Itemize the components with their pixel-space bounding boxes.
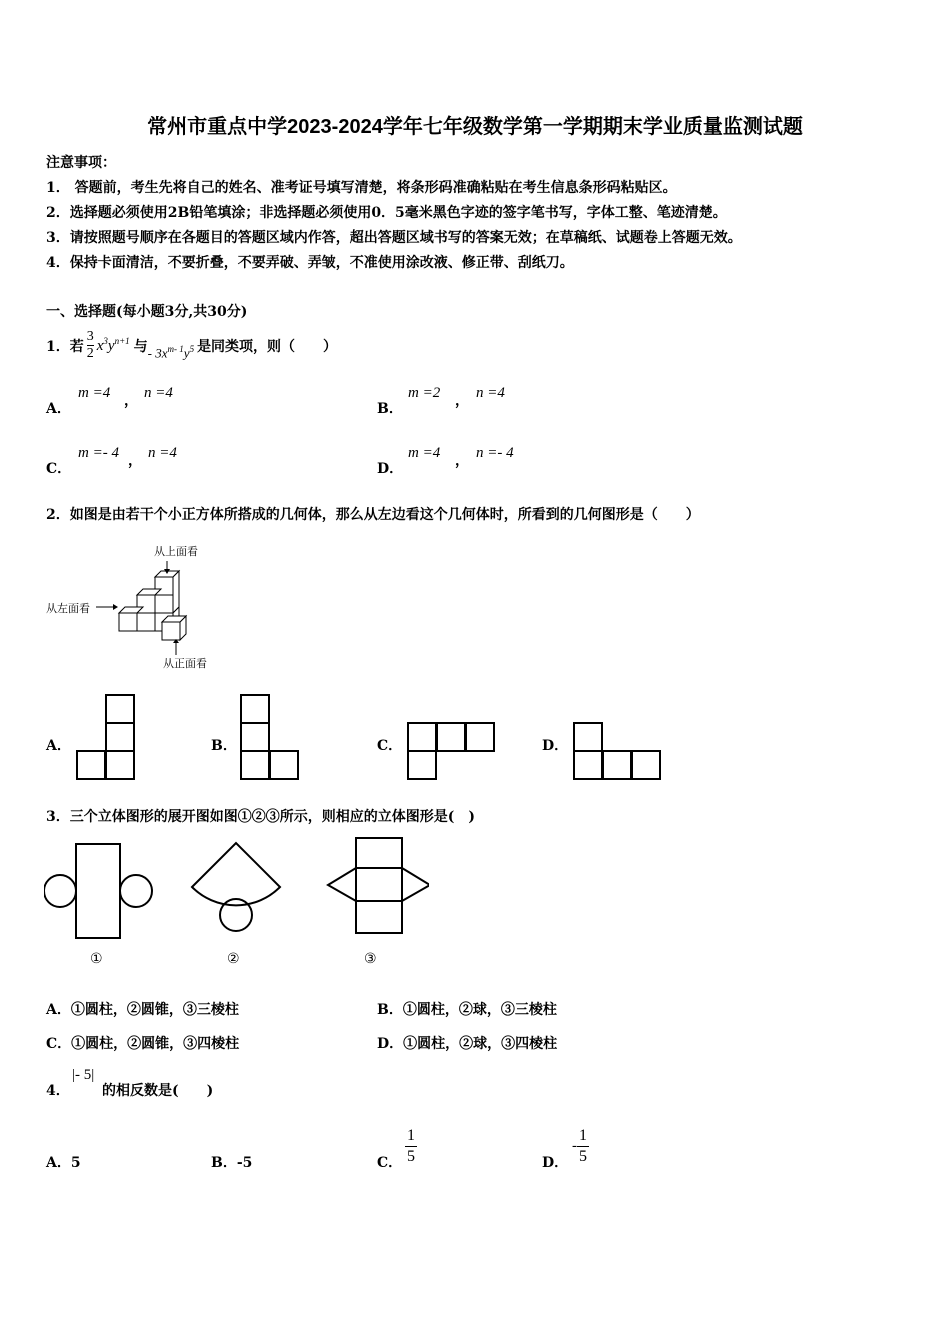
q4-text: 的相反数是( ): [102, 1083, 214, 1099]
q4-option-a: [46, 1152, 81, 1172]
q4-option-b-label: B．: [211, 1155, 237, 1171]
q4-option-d-sign: -: [572, 1138, 577, 1154]
q1-option-c-label: C．: [46, 461, 72, 477]
q2-option-c-figure: [407, 722, 497, 782]
q4-option-c-den: 5: [407, 1148, 415, 1165]
q4-option-d-num: 1: [579, 1127, 587, 1144]
q1-term1-x: x: [96, 338, 104, 354]
page-title: 常州市重点中学2023-2024学年七年级数学第一学期期末学业质量监测试题: [147, 116, 803, 138]
label-front-view: 从正面看: [163, 657, 207, 670]
q1-term1-y: y: [107, 338, 115, 354]
q2-option-a-label: A．: [46, 738, 71, 754]
q1-option-c-m: m =- 4: [78, 445, 119, 461]
question-1: [46, 329, 337, 362]
q1-term1: [97, 336, 130, 355]
q3-option-c-text: ①圆柱，②圆锥，③四棱柱: [71, 1036, 240, 1052]
q1-mid: 与: [133, 338, 148, 355]
q3-option-c-label: C．: [46, 1036, 72, 1052]
q2-option-d-label: D．: [542, 738, 569, 754]
q1-option-a-sep: ，: [124, 393, 138, 409]
q3-option-b: [377, 999, 557, 1019]
q1-option-d-label: D．: [377, 461, 404, 477]
q4-number: 4．: [46, 1083, 70, 1099]
q1-option-b-sep: ，: [455, 393, 469, 409]
q1-option-a-m: m =4: [78, 385, 111, 401]
q1-frac-den: 2: [86, 346, 94, 361]
q4-option-d-label: D．: [542, 1155, 569, 1171]
q4-option-d-fraction: [572, 1126, 589, 1167]
q3-option-a: [46, 999, 239, 1019]
net-label-2: ②: [227, 951, 240, 967]
q1-term1-exp1: 3: [103, 336, 108, 346]
q3-option-b-text: ①圆柱，②球，③三棱柱: [402, 1002, 557, 1018]
q3-option-a-label: A．: [46, 1002, 71, 1018]
q1-term2-x: - 3x: [147, 345, 168, 361]
q1-option-b-label: B．: [377, 401, 403, 417]
q3-option-d-text: ①圆柱，②球，③四棱柱: [403, 1036, 558, 1052]
q1-prefix: 1．若: [46, 338, 84, 355]
q2-option-b-figure: [240, 694, 300, 782]
net-label-3: ③: [364, 951, 377, 967]
q4-option-a-value: 5: [70, 1155, 81, 1171]
q3-option-d: [377, 1033, 557, 1053]
q1-fraction: [87, 329, 94, 362]
q4-option-a-label: A．: [46, 1155, 71, 1171]
q1-term2-exp2: 5: [189, 343, 195, 354]
q1-term2-y: y: [183, 345, 190, 361]
q1-term1-exp2: n+1: [114, 336, 130, 346]
label-top-view: 从上面看: [154, 545, 198, 558]
question-3: 3．三个立体图形的展开图如图①②③所示，则相应的立体图形是( ): [46, 809, 475, 825]
q2-option-a-figure: [76, 694, 136, 782]
notice-item: 3．请按照题号顺序在各题目的答题区域内作答，超出答题区域书写的答案无效；在草稿纸、试题卷上答题无效。: [46, 230, 742, 246]
q4-option-d-den: 5: [579, 1148, 587, 1165]
q2-option-c-label: C．: [377, 738, 403, 754]
q3-nets-figure: [44, 835, 429, 975]
q1-frac-num: 3: [86, 329, 94, 344]
q1-term2: [148, 344, 194, 361]
notice-item: 2．选择题必须使用2B铅笔填涂；非选择题必须使用0．5毫米黑色字迹的签字笔书写，字体工整、笔迹清楚。: [46, 205, 727, 221]
q4-option-b: [211, 1152, 252, 1172]
q1-option-a-n: n =4: [144, 385, 173, 401]
notice-item: 1． 答题前，考生先将自己的姓名、准考证号填写清楚，将条形码准确粘贴在考生信息条形码粘贴区。: [46, 180, 677, 196]
question-2: 2．如图是由若干个小正方体所搭成的几何体，那么从左边看这个几何体时，所看到的几何图形是（ ）: [46, 507, 700, 523]
notice-heading: 注意事项：: [46, 155, 116, 171]
q1-suffix: 是同类项，则（ ）: [197, 338, 338, 355]
q2-cube-figure: [44, 543, 224, 673]
q3-option-c: [46, 1033, 239, 1053]
q3-option-b-label: B．: [377, 1002, 403, 1018]
q2-option-b-label: B．: [211, 738, 237, 754]
q1-term2-exp1: m- 1: [167, 343, 184, 354]
q4-option-c-num: 1: [407, 1127, 415, 1144]
q4-option-c-label: C．: [377, 1155, 403, 1171]
q4-option-c-fraction: [405, 1126, 417, 1167]
q3-option-d-label: D．: [377, 1036, 404, 1052]
q1-option-b-n: n =4: [476, 385, 505, 401]
net-label-1: ①: [90, 951, 103, 967]
q3-option-a-text: ①圆柱，②圆锥，③三棱柱: [70, 1002, 239, 1018]
q1-option-d-n: n =- 4: [476, 445, 514, 461]
q1-option-d-m: m =4: [408, 445, 441, 461]
label-left-view: 从左面看: [46, 602, 90, 615]
q1-option-c-n: n =4: [148, 445, 177, 461]
q1-option-d-sep: ，: [455, 453, 469, 469]
q1-option-b-m: m =2: [408, 385, 441, 401]
q4-option-b-value: -5: [236, 1155, 253, 1171]
q4-abs-expr: |- 5|: [72, 1067, 95, 1083]
q2-option-d-figure: [573, 722, 663, 782]
section-heading: 一、选择题(每小题3分,共30分): [46, 304, 248, 320]
q1-option-a-label: A．: [46, 401, 71, 417]
notice-item: 4．保持卡面清洁，不要折叠，不要弄破、弄皱，不准使用涂改液、修正带、刮纸刀。: [46, 255, 574, 271]
q1-option-c-sep: ，: [128, 453, 142, 469]
